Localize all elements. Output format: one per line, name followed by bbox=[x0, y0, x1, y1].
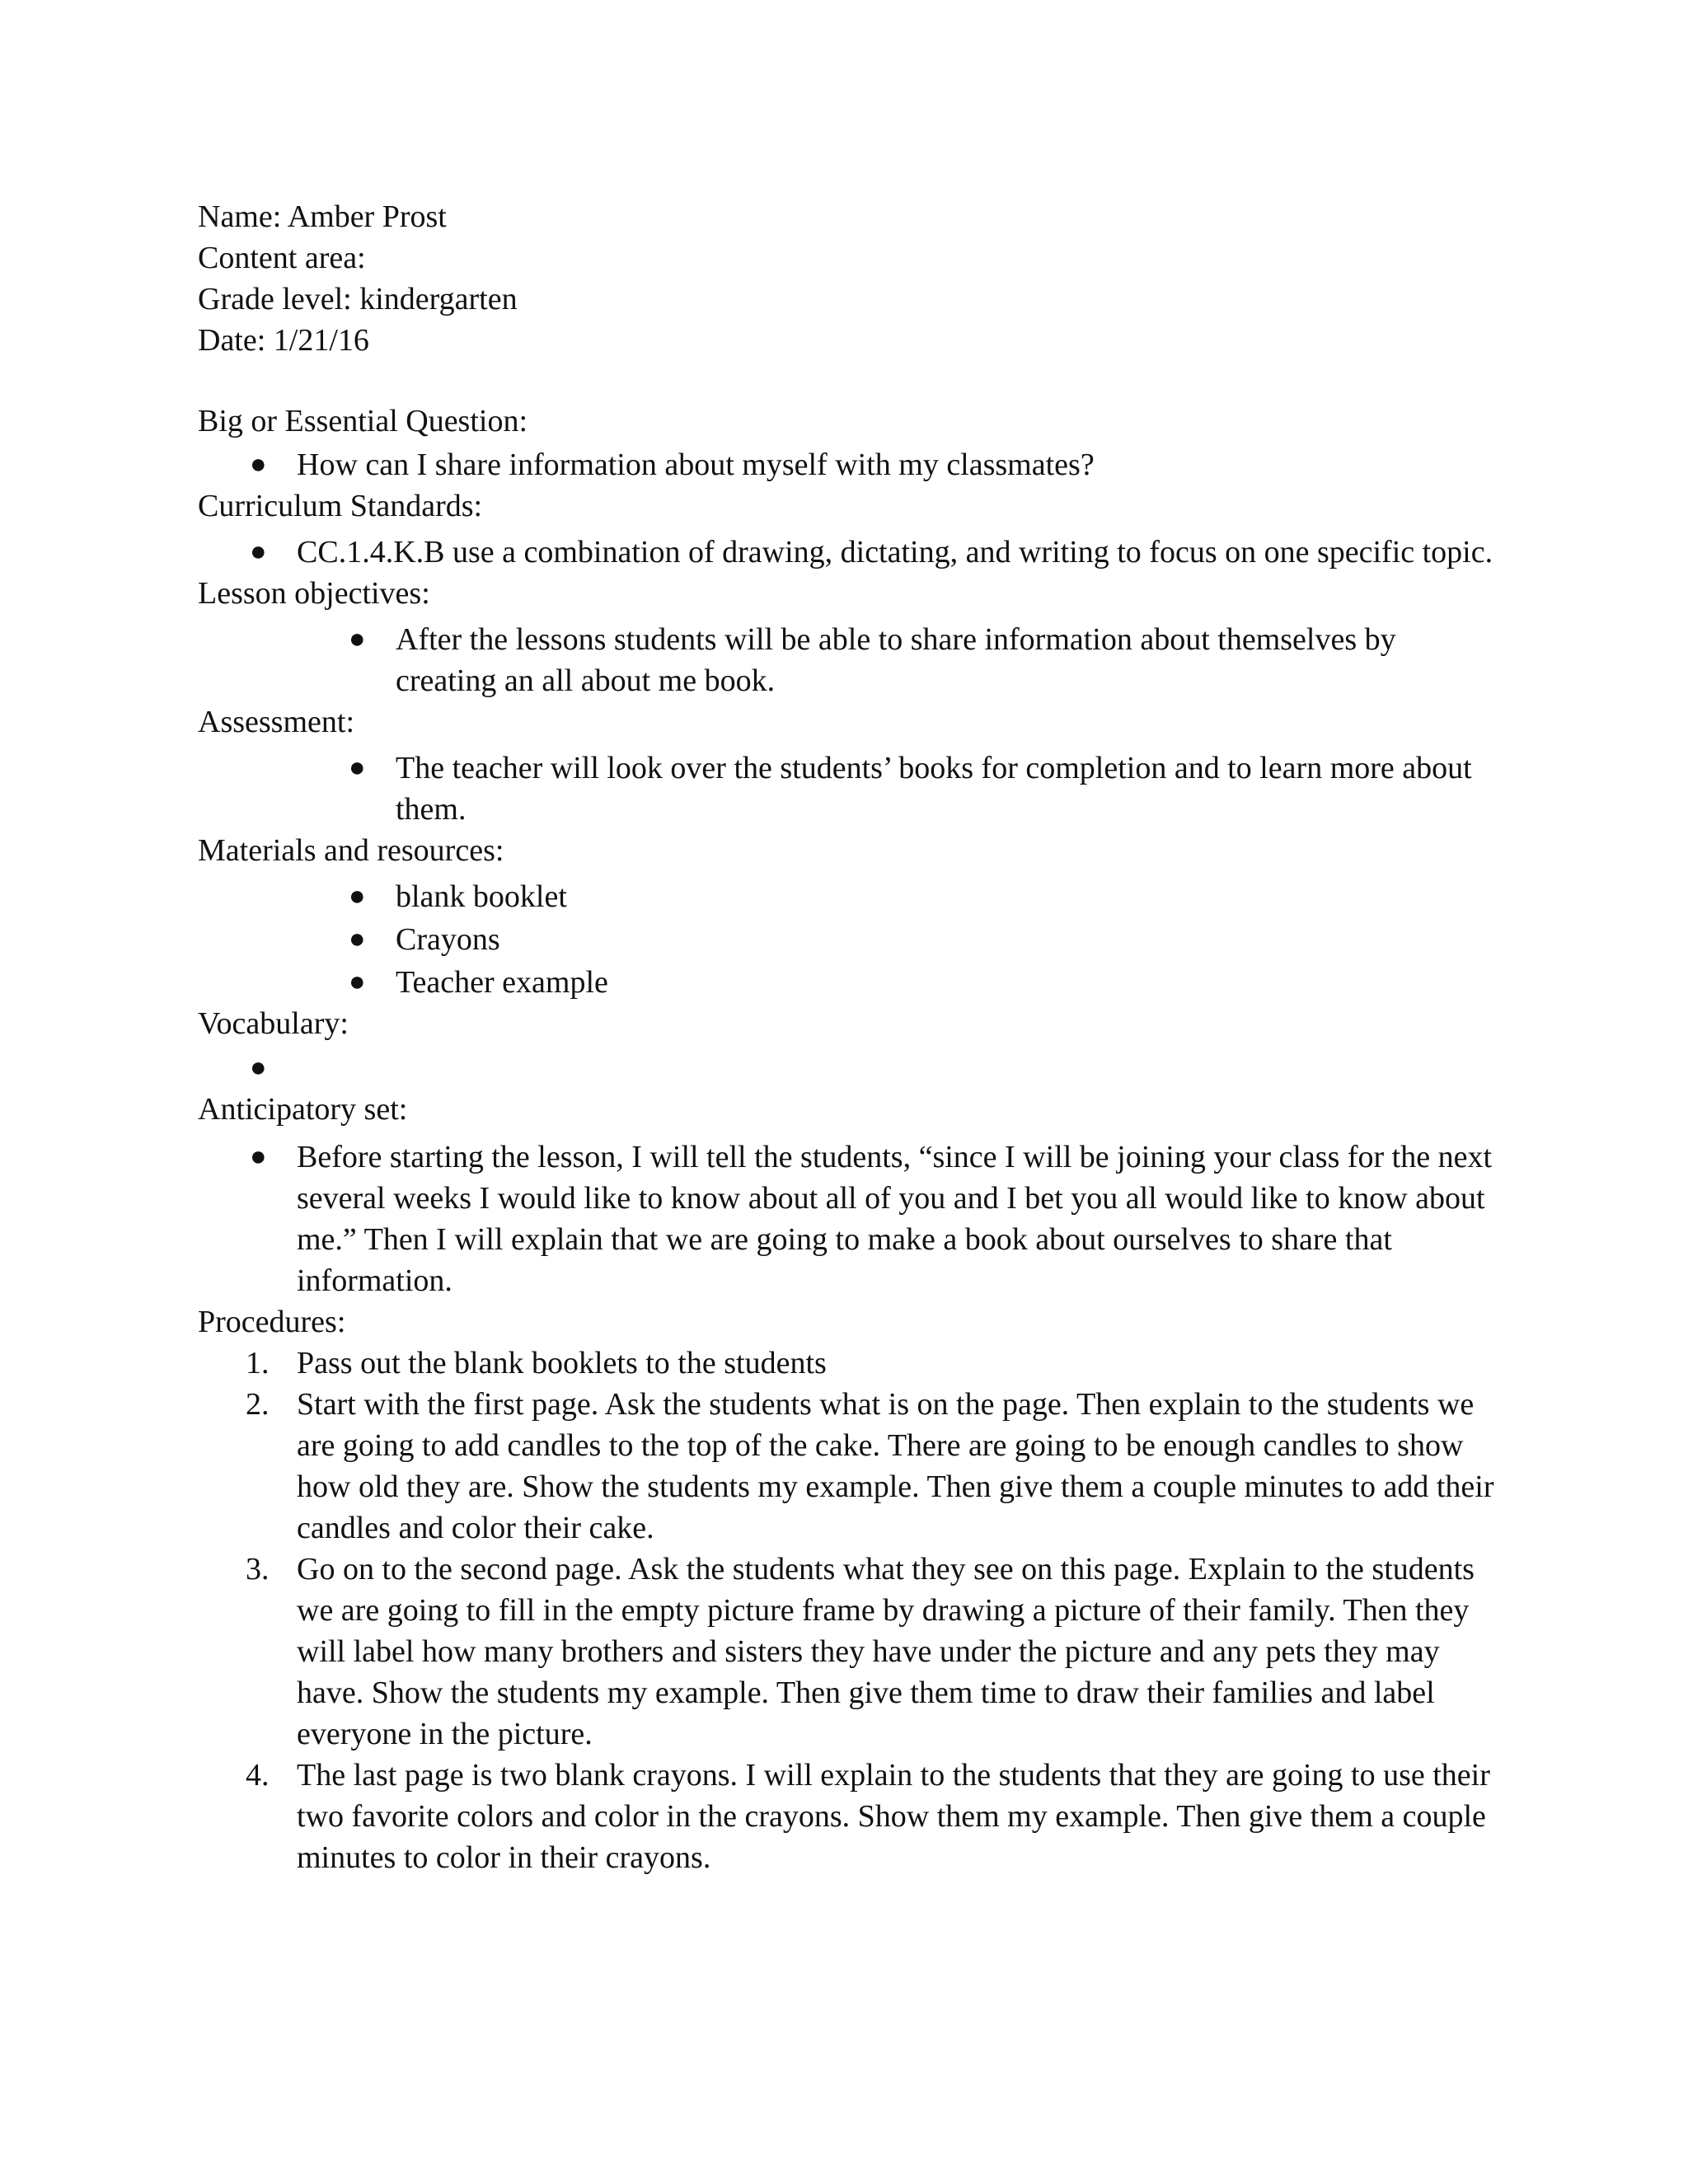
bullet-icon: ● bbox=[349, 624, 366, 654]
bullet-icon: ● bbox=[250, 537, 267, 567]
assessment-heading: Assessment: bbox=[198, 705, 354, 739]
step-number: 4. bbox=[246, 1758, 270, 1793]
name-line: Name: Amber Prost bbox=[198, 199, 447, 234]
essential-question-list bbox=[198, 444, 1500, 485]
bullet-icon: ● bbox=[250, 1052, 267, 1083]
anticipatory-list bbox=[198, 1137, 1500, 1301]
grade-level-line: Grade level: kindergarten bbox=[198, 282, 518, 316]
assessment-list bbox=[198, 748, 1500, 830]
list-item: 2. Start with the first page. Ask the students what is on the page. Then explain to the students we are going to add candles to the top of the cake. There are going to be enough candles to show how old they are. Show the students my example. Then give them a couple minutes to add their candles and color their cake. bbox=[198, 1384, 1500, 1549]
list-item: ● How can I share information about myself with my classmates? bbox=[198, 444, 1500, 485]
bullet-icon: ● bbox=[250, 1141, 267, 1172]
procedures-heading: Procedures: bbox=[198, 1305, 346, 1339]
bullet-icon: ● bbox=[349, 752, 366, 783]
standards-list bbox=[198, 532, 1500, 573]
list-item: ● CC.1.4.K.B use a combination of drawing, dictating, and writing to focus on one specific topic. bbox=[198, 532, 1500, 573]
objectives-heading: Lesson objectives: bbox=[198, 576, 430, 611]
step-number: 2. bbox=[246, 1387, 270, 1422]
list-item: ● Before starting the lesson, I will tell the students, “since I will be joining your class for the next several weeks I would like to know about all of you and I bet you all would like to know about me.” Then I will explain that we are going to make a book about ourselves to share that information. bbox=[198, 1137, 1500, 1301]
bullet-icon: ● bbox=[349, 881, 366, 912]
lesson-plan bbox=[198, 196, 1500, 1878]
header-block bbox=[198, 196, 1500, 361]
standards-heading: Curriculum Standards: bbox=[198, 489, 483, 523]
content-area-line: Content area: bbox=[198, 241, 366, 275]
list-item: ● Crayons bbox=[198, 919, 1500, 960]
list-item: ● Teacher example bbox=[198, 962, 1500, 1003]
anticipatory-heading: Anticipatory set: bbox=[198, 1092, 408, 1127]
essential-question-heading: Big or Essential Question: bbox=[198, 404, 528, 438]
list-item: 1. Pass out the blank booklets to the students bbox=[198, 1343, 1500, 1384]
procedures-list bbox=[198, 1343, 1500, 1878]
list-item bbox=[198, 1047, 1500, 1089]
list-item: ● The teacher will look over the students’ books for completion and to learn more about them. bbox=[198, 748, 1500, 830]
materials-list bbox=[198, 876, 1500, 1003]
bullet-icon: ● bbox=[250, 449, 267, 480]
step-number: 1. bbox=[246, 1346, 270, 1380]
list-item: 3. Go on to the second page. Ask the students what they see on this page. Explain to the students we are going to fill in the empty picture frame by drawing a picture of their family. Then they will label how many brothers and sisters they have under the picture and any pets they may have. Show the students my example. Then give them time to draw their families and label everyone in the picture. bbox=[198, 1549, 1500, 1755]
date-line: Date: 1/21/16 bbox=[198, 323, 369, 358]
step-number: 3. bbox=[246, 1552, 270, 1586]
list-item: ● After the lessons students will be able to share information about themselves by creating an all about me book. bbox=[198, 619, 1500, 701]
list-item: ● blank booklet bbox=[198, 876, 1500, 917]
vocabulary-list bbox=[198, 1047, 1500, 1089]
bullet-icon: ● bbox=[349, 924, 366, 954]
objectives-list bbox=[198, 619, 1500, 701]
bullet-icon: ● bbox=[349, 967, 366, 997]
materials-heading: Materials and resources: bbox=[198, 833, 504, 868]
vocabulary-heading: Vocabulary: bbox=[198, 1006, 349, 1041]
list-item: 4. The last page is two blank crayons. I will explain to the students that they are going to use their two favorite colors and color in the crayons. Show them my example. Then give them a couple minutes to color in their crayons. bbox=[198, 1755, 1500, 1878]
